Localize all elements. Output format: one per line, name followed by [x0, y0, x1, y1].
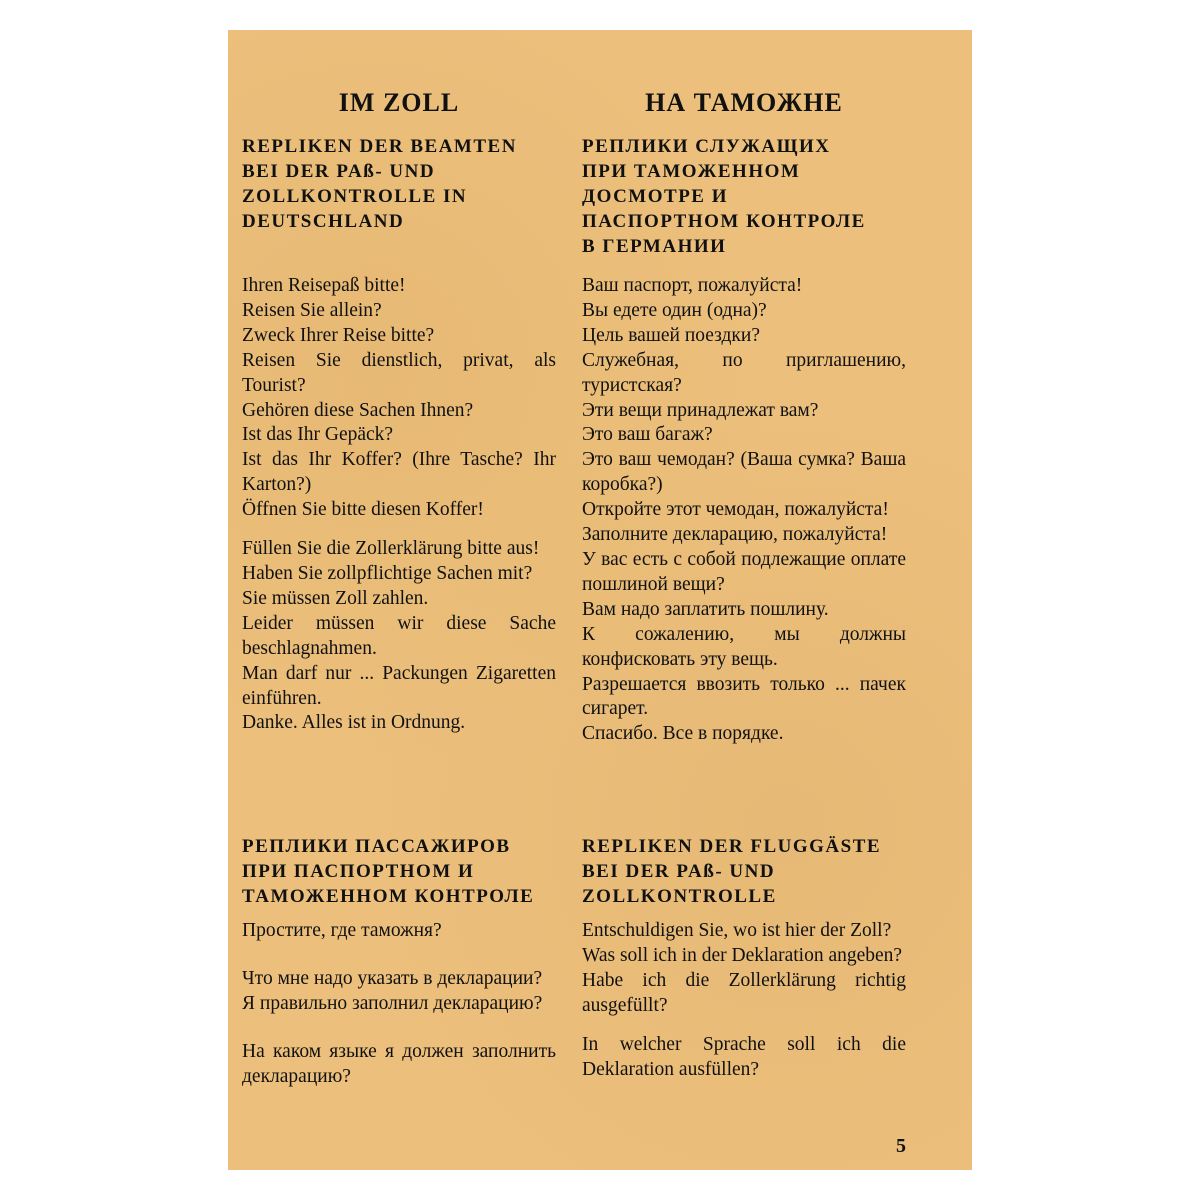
phrase-list-passengers-ru — [242, 919, 556, 1090]
heading-line: ДОСМОТРЕ И — [582, 186, 728, 207]
left-column-passengers — [242, 834, 556, 1090]
phrase: Разрешается ввозить только ... пачек сигарет. — [582, 673, 906, 720]
section-heading-passengers-ru — [242, 834, 556, 909]
phrase: Заполните декларацию, пожалуйста! — [582, 524, 888, 546]
heading-line: DEUTSCHLAND — [242, 211, 405, 232]
right-column-passengers — [582, 834, 906, 1082]
phrase: Entschuldigen Sie, wo ist hier der Zoll? — [582, 920, 892, 941]
phrase: Это ваш чемодан? (Ваша сумка? Ваша коробка?) — [582, 449, 906, 496]
heading-line: РЕПЛИКИ ПАССАЖИРОВ — [242, 836, 511, 857]
heading-line: ПАСПОРТНОМ КОНТРОЛЕ — [582, 211, 866, 232]
phrase: Эти вещи принадлежат вам? — [582, 399, 819, 421]
heading-line: REPLIKEN DER FLUGGÄSTE — [582, 836, 882, 857]
phrase: Ваш паспорт, пожалуйста! — [582, 275, 803, 296]
page-title-german: IM ZOLL — [338, 88, 460, 117]
phrase: Ihren Reisepaß bitte! — [242, 275, 406, 296]
phrase: Zweck Ihrer Reise bitte? — [242, 324, 435, 346]
heading-line: ПРИ ПАСПОРТНОМ И — [242, 861, 475, 882]
phrase: Habe ich die Zollerklärung richtig ausgefüllt? — [582, 969, 906, 1016]
right-column-officials — [582, 134, 906, 747]
phrase: К сожалению, мы должны конфисковать эту вещь. — [582, 623, 906, 670]
phrase: У вас есть с собой подлежащие оплате пошлиной вещи? — [582, 548, 906, 595]
phrase: Простите, где таможня? — [242, 920, 442, 941]
book-page — [228, 30, 972, 1170]
phrase: Цель вашей поездки? — [582, 324, 760, 346]
phrase: Gehören diese Sachen Ihnen? — [242, 399, 474, 421]
phrase: Ist das Ihr Koffer? (Ihre Tasche? Ihr Karton?) — [242, 449, 556, 496]
phrase: Öffnen Sie bitte diesen Koffer! — [242, 499, 484, 521]
phrase: Вы едете один (одна)? — [582, 299, 767, 321]
phrase: На каком языке я должен заполнить декларацию? — [242, 1040, 556, 1087]
section-heading-passengers-de — [582, 834, 906, 909]
phrase: Откройте этот чемодан, пожалуйста! — [582, 499, 889, 521]
heading-line: РЕПЛИКИ СЛУЖАЩИХ — [582, 136, 831, 157]
phrase: Что мне надо указать в декларации? — [242, 967, 543, 989]
phrase: Was soll ich in der Deklaration angeben? — [582, 944, 903, 966]
heading-line: BEI DER PAß- UND — [582, 861, 776, 882]
left-column-officials — [242, 134, 556, 736]
phrase: Служебная, по приглашению, туристская? — [582, 349, 906, 396]
phrase: Sie müssen Zoll zahlen. — [242, 587, 429, 609]
phrase: Это ваш багаж? — [582, 424, 713, 446]
phrase: Reisen Sie dienstlich, privat, als Tourist? — [242, 349, 556, 396]
phrase-list-officials-de — [242, 274, 556, 736]
phrase: Danke. Alles ist in Ordnung. — [242, 712, 466, 734]
section-heading-officials-de — [242, 134, 556, 234]
phrase: Füllen Sie die Zollerklärung bitte aus! — [242, 538, 540, 560]
heading-line: ПРИ ТАМОЖЕННОМ — [582, 161, 801, 182]
phrase-list-officials-ru — [582, 274, 906, 747]
page-title-russian: НА ТАМОЖНЕ — [645, 88, 843, 117]
page-number: 5 — [896, 1135, 906, 1157]
phrase: Reisen Sie allein? — [242, 299, 382, 321]
heading-line: BEI DER PAß- UND — [242, 161, 436, 182]
heading-line: ZOLLKONTROLLE IN — [242, 186, 468, 207]
phrase: Спасибо. Все в порядке. — [582, 723, 784, 745]
phrase: Я правильно заполнил декларацию? — [242, 992, 543, 1014]
phrase: Leider müssen wir diese Sache beschlagnahmen. — [242, 612, 556, 659]
phrase: Man darf nur ... Packungen Zigaretten einführen. — [242, 662, 556, 709]
phrase: Haben Sie zollpflichtige Sachen mit? — [242, 562, 533, 584]
section-heading-officials-ru — [582, 134, 906, 259]
phrase: Вам надо заплатить пошлину. — [582, 598, 829, 620]
phrase-list-passengers-de — [582, 919, 906, 1082]
heading-line: ТАМОЖЕННОМ КОНТРОЛЕ — [242, 886, 535, 907]
heading-line: REPLIKEN DER BEAMTEN — [242, 136, 517, 157]
phrase: Ist das Ihr Gepäck? — [242, 424, 394, 446]
heading-line: В ГЕРМАНИИ — [582, 236, 727, 257]
heading-line: ZOLLKONTROLLE — [582, 886, 777, 907]
phrase: In welcher Sprache soll ich die Deklaration ausfüllen? — [582, 1033, 906, 1080]
